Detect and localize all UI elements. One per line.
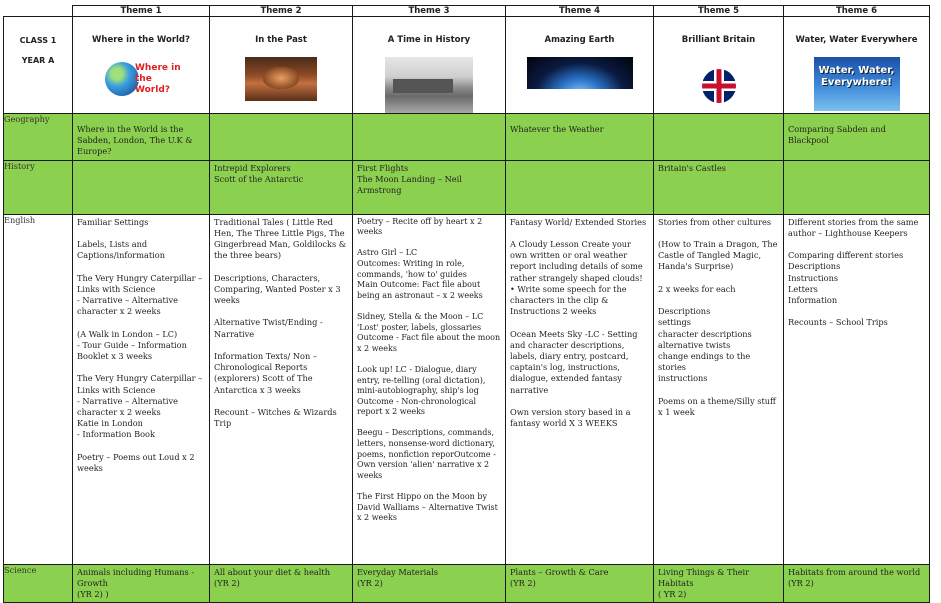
union-flag-icon xyxy=(702,69,736,103)
theme-header: Theme 6 xyxy=(784,6,930,17)
history-row xyxy=(4,160,930,214)
english-row xyxy=(4,214,930,564)
cell-text xyxy=(210,114,352,118)
plan-cell xyxy=(506,214,654,564)
subject-label: Geography xyxy=(4,114,73,161)
plan-cell xyxy=(353,564,506,603)
plan-cell xyxy=(73,160,210,214)
theme-title-cell xyxy=(210,17,353,114)
cell-text: Traditional Tales ( Little Red Hen, The Three Little Pigs, The Gingerbread Man, Goldilocks & the three bears) Descriptions, Characters, Comparing, Wanted Poster x 3 weeks Alternative Twist/Ending - Narrative Information Texts/ Non – Chronological Reports (explorers) Scott of The Antarctica x 3 weeks Recount – Witches & Wizards Trip xyxy=(214,216,347,429)
theme-title: Where in the World? xyxy=(92,35,190,45)
theme-title-cell xyxy=(353,17,506,114)
plan-cell xyxy=(353,160,506,214)
theme-title: Amazing Earth xyxy=(544,35,615,45)
theme-title: In the Past xyxy=(255,35,307,45)
theme-title-cell xyxy=(784,17,930,114)
plan-cell xyxy=(506,160,654,214)
plan-cell xyxy=(654,114,784,161)
old-village-photo xyxy=(385,57,473,113)
cell-text: Whatever the Weather xyxy=(510,124,604,134)
plan-cell xyxy=(353,214,506,564)
plan-cell xyxy=(73,114,210,161)
cell-text xyxy=(784,161,929,165)
cell-text: First Flights The Moon Landing – Neil Armstrong xyxy=(357,162,462,196)
cell-text: Stories from other cultures (How to Train a Dragon, The Castle of Tangled Magic, Handa's Surprise) 2 x weeks for each Descriptions settings character descriptions alternative twists change endings to the stories instructions Poems on a theme/Silly stuff x 1 week xyxy=(658,216,778,418)
theme-header: Theme 3 xyxy=(353,6,506,17)
theme-title-cell xyxy=(654,17,784,114)
subject-label: History xyxy=(4,160,73,214)
plan-cell xyxy=(654,214,784,564)
plan-cell xyxy=(210,160,353,214)
curriculum-table xyxy=(3,5,930,603)
plan-cell xyxy=(784,564,930,603)
plan-cell xyxy=(784,114,930,161)
cell-text: Britain's Castles xyxy=(658,162,726,173)
globe-icon xyxy=(105,62,139,96)
plan-cell xyxy=(784,214,930,564)
plan-cell xyxy=(506,114,654,161)
subject-label: Science xyxy=(4,564,73,603)
theme-title-cell xyxy=(73,17,210,114)
theme-title: Brilliant Britain xyxy=(681,35,756,45)
theme-header: Theme 2 xyxy=(210,6,353,17)
plan-cell xyxy=(210,114,353,161)
cell-text: Comparing Sabden and Blackpool xyxy=(788,124,886,146)
theme-title: Water, Water Everywhere xyxy=(795,35,918,45)
plan-cell xyxy=(784,160,930,214)
earth-from-space-image xyxy=(527,57,633,89)
cell-text: Animals including Humans -Growth (YR 2) ) xyxy=(77,566,195,600)
cell-text: Intrepid Explorers Scott of the Antarctic xyxy=(214,162,304,184)
cave-painting-image xyxy=(245,57,317,101)
plan-cell xyxy=(73,564,210,603)
year-label: YEAR A xyxy=(21,56,55,65)
cell-text xyxy=(506,161,653,165)
theme-title-cell xyxy=(506,17,654,114)
cell-text: Where in the World is the Sabden, London, The U.K & Europe? xyxy=(77,124,193,157)
plan-cell xyxy=(654,564,784,603)
subject-label: English xyxy=(4,214,73,564)
plan-cell xyxy=(654,160,784,214)
water-everywhere-image: Water, Water, Everywhere! xyxy=(814,57,900,111)
plan-cell xyxy=(506,564,654,603)
plan-cell xyxy=(210,214,353,564)
cell-text xyxy=(654,114,783,118)
cell-text: Familiar Settings Labels, Lists and Captions/information The Very Hungry Caterpillar – Links with Science - Narrative – Alternative character x 2 weeks (A Walk in London – LC) - Tour Guide – Information Booklet x 3 weeks The Very Hungry Caterpillar – Links with Science - Narrative – Alternative character x 2 weeks Katie in London - Information Book Poetry – Poems out Loud x 2 weeks xyxy=(77,216,203,474)
theme-title-row xyxy=(4,17,930,114)
cell-text: Everyday Materials (YR 2) xyxy=(357,566,438,588)
plan-cell xyxy=(353,114,506,161)
class-cell xyxy=(4,17,73,114)
geography-row xyxy=(4,114,930,161)
corner-cell xyxy=(4,6,73,17)
cell-text xyxy=(353,114,505,118)
science-row xyxy=(4,564,930,603)
cell-text: Fantasy World/ Extended Stories A Cloudy Lesson Create your own written or oral weather report including details of some rather strangely shaped clouds! • Write some speech for the characters in the clip & Instructions 2 weeks Ocean Meets Sky -LC - Setting and character descriptions, labels, diary entry, postcard, captain's log, instructions, dialogue, extended fantasy narrative Own version story based in a fantasy world X 3 WEEKS xyxy=(510,216,647,429)
cell-text: Different stories from the same author – Lighthouse Keepers Comparing different stories Descriptions Instructions Letters Information Recounts – School Trips xyxy=(788,216,919,328)
theme-header: Theme 4 xyxy=(506,6,654,17)
theme-header-row xyxy=(4,6,930,17)
class-label: CLASS 1 xyxy=(19,36,57,45)
brilliant-britain-logo xyxy=(693,57,745,109)
cell-text xyxy=(73,161,209,165)
plan-cell xyxy=(73,214,210,564)
theme-title: A Time in History xyxy=(387,35,471,45)
theme-header: Theme 5 xyxy=(654,6,784,17)
theme-header: Theme 1 xyxy=(73,6,210,17)
where-in-the-world-logo-text: Where in the World? xyxy=(135,63,181,95)
where-in-the-world-image xyxy=(91,57,191,101)
cell-text: Living Things & Their Habitats ( YR 2) xyxy=(658,566,750,600)
plan-cell xyxy=(210,564,353,603)
cell-text: All about your diet & health (YR 2) xyxy=(214,566,330,588)
cell-text: Habitats from around the world (YR 2) xyxy=(788,566,921,588)
cell-text: Plants – Growth & Care (YR 2) xyxy=(510,566,609,588)
cell-text: Poetry – Recite off by heart x 2 weeks Astro Girl – LC Outcomes: Writing in role, commands, 'how to' guides Main Outcome: Fact file about being an astronaut – x 2 weeks Sidney, Stella & the Moon – LC 'Lost' poster, labels, glossaries Outcome - Fact file about the moon x 2 weeks Look up! LC - Dialogue, diary entry, re-telling (oral dictation), mini-autobiography, ship's log Outcome - Non-chronological report x 2 weeks Beegu – Descriptions, commands, letters, nonsense-word dictionary, poems, nonfiction reporOutcome - Own version 'alien' narrative x 2 weeks The First Hippo on the Moon by David Walliams – Alternative Twist x 2 weeks xyxy=(357,216,501,523)
